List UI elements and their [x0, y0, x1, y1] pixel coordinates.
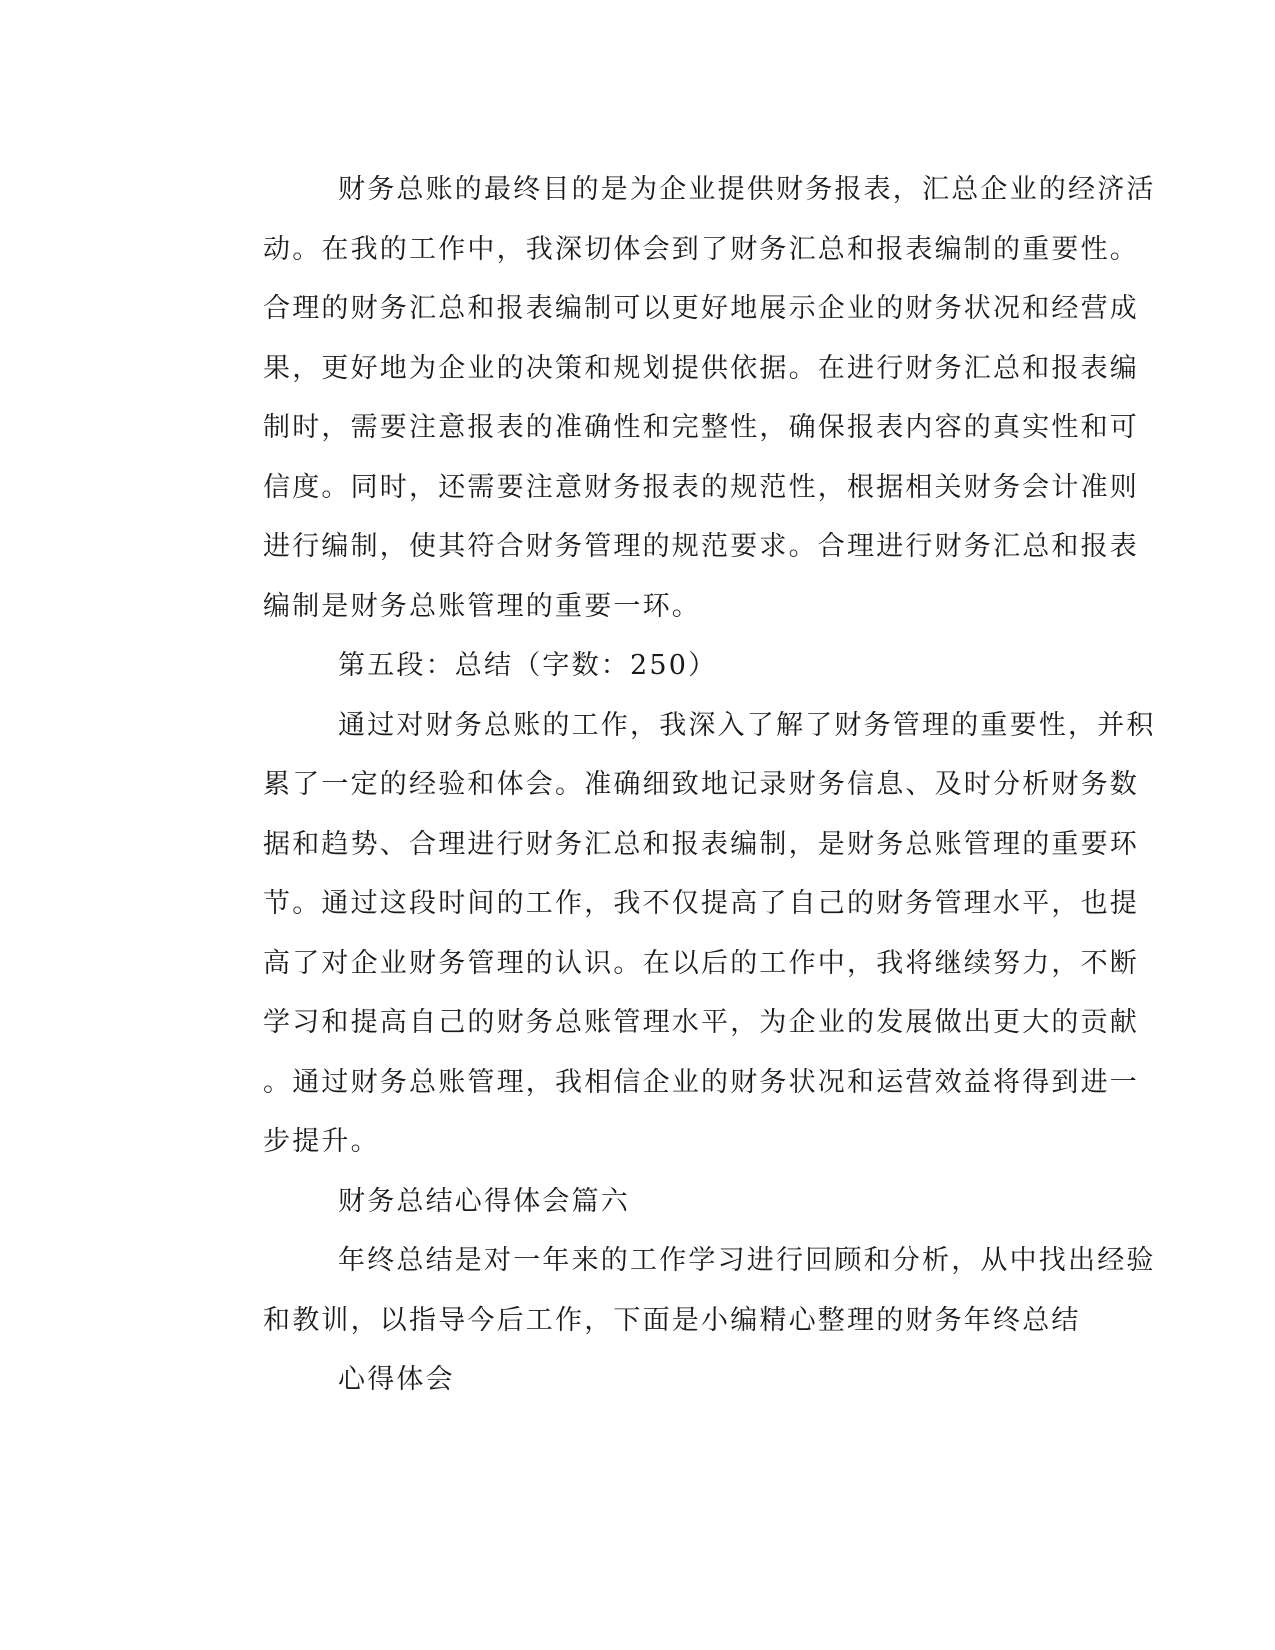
- text-line: 步提升。: [263, 1126, 380, 1157]
- section-heading-summary: [188, 636, 1068, 696]
- text-line: 合理的财务汇总和报表编制可以更好地展示企业的财务状况和经营成: [263, 293, 1139, 324]
- text-line: 据和趋势、合理进行财务汇总和报表编制，是财务总账管理的重要环: [263, 828, 1139, 860]
- text-line: 编制是财务总账管理的重要一环。: [263, 590, 701, 622]
- text-line: 节。通过这段时间的工作，我不仅提高了自己的财务管理水平，也提: [263, 888, 1139, 919]
- heading-line: 第五段：总结（字数：250）: [338, 650, 718, 681]
- text-line: 信度。同时，还需要注意财务报表的规范性，根据相关财务会计准则: [263, 471, 1139, 503]
- heading-line: 财务总结心得体会篇六: [338, 1185, 630, 1217]
- text-line: 高了对企业财务管理的认识。在以后的工作中，我将继续努力，不断: [263, 947, 1139, 979]
- text-line: 进行编制，使其符合财务管理的规范要求。合理进行财务汇总和报表: [263, 531, 1139, 562]
- text-line: 学习和提高自己的财务总账管理水平，为企业的发展做出更大的贡献: [263, 1007, 1139, 1038]
- text-line: 年终总结是对一年来的工作学习进行回顾和分析，从中找出经验: [338, 1245, 1156, 1276]
- paragraph-report-compilation: [188, 160, 1156, 636]
- paragraph-closing-fragment: [188, 1350, 1068, 1410]
- article-title-part-six: [188, 1172, 1068, 1232]
- text-line: 。通过财务总账管理，我相信企业的财务状况和运营效益将得到进一: [263, 1066, 1139, 1098]
- text-line: 和教训，以指导今后工作，下面是小编精心整理的财务年终总结: [263, 1304, 1081, 1336]
- paragraph-summary: [188, 696, 1156, 1172]
- paragraph-year-end-intro: [188, 1231, 1156, 1350]
- text-line: 财务总账的最终目的是为企业提供财务报表，汇总企业的经济活: [338, 174, 1156, 205]
- text-line: 通过对财务总账的工作，我深入了解了财务管理的重要性，并积: [338, 709, 1156, 741]
- text-line: 制时，需要注意报表的准确性和完整性，确保报表内容的真实性和可: [263, 412, 1139, 443]
- text-line: 心得体会: [338, 1364, 455, 1395]
- document-page: [188, 160, 1156, 1410]
- text-line: 果，更好地为企业的决策和规划提供依据。在进行财务汇总和报表编: [263, 352, 1139, 384]
- text-line: 累了一定的经验和体会。准确细致地记录财务信息、及时分析财务数: [263, 769, 1139, 800]
- text-line: 动。在我的工作中，我深切体会到了财务汇总和报表编制的重要性。: [263, 233, 1139, 265]
